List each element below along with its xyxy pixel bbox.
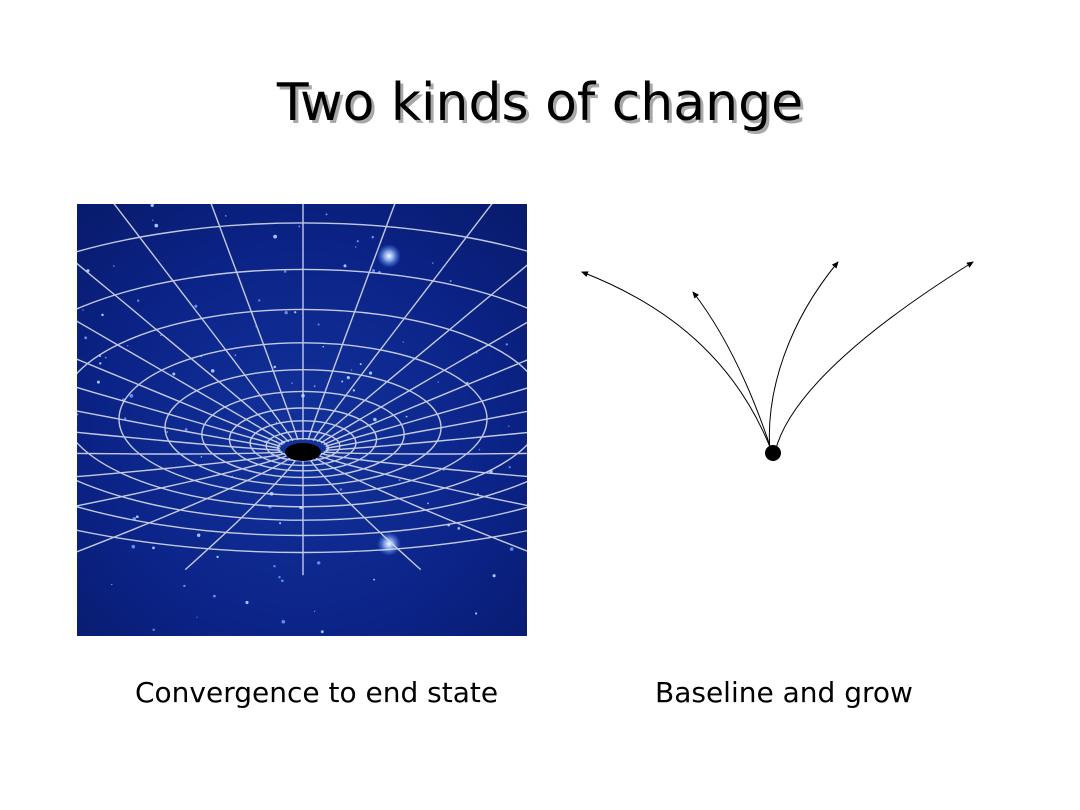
star [298, 226, 300, 228]
star [450, 280, 452, 282]
growth-arrow-3 [769, 262, 838, 452]
star [457, 527, 460, 530]
star [399, 479, 401, 481]
star [97, 381, 100, 384]
star [344, 264, 347, 267]
star [153, 629, 155, 631]
star [341, 381, 343, 383]
star [201, 456, 203, 458]
star [273, 235, 277, 239]
growth-arrow-4 [775, 262, 973, 452]
star [403, 342, 404, 343]
star [321, 630, 324, 633]
star [508, 426, 509, 427]
star [235, 355, 236, 356]
star [479, 449, 480, 450]
star [132, 545, 136, 549]
star [355, 246, 356, 247]
growth-illustration [560, 240, 1000, 480]
star [373, 418, 377, 422]
star [278, 576, 280, 578]
star [279, 522, 281, 524]
star [129, 394, 133, 398]
star [185, 428, 188, 431]
star [166, 431, 168, 433]
star [282, 620, 286, 624]
star [213, 595, 216, 598]
star [506, 343, 508, 345]
growth-arrow-1 [582, 272, 772, 452]
star [194, 305, 197, 308]
bright-star [377, 532, 401, 556]
star [322, 346, 324, 348]
star [245, 601, 248, 604]
star [154, 224, 158, 228]
star [373, 579, 375, 581]
star [281, 579, 284, 582]
convergence-illustration [77, 204, 527, 636]
star [258, 299, 260, 301]
star [136, 515, 139, 518]
black-hole [285, 443, 321, 461]
star [197, 533, 200, 536]
star [137, 300, 139, 302]
star [285, 311, 288, 314]
star [510, 547, 514, 551]
star [284, 270, 286, 272]
star [314, 611, 315, 612]
star [105, 357, 107, 359]
star [475, 612, 477, 614]
star [225, 215, 226, 216]
star [172, 373, 175, 376]
star [216, 556, 218, 558]
star [406, 416, 408, 418]
star [127, 345, 128, 346]
star [211, 369, 215, 373]
star [509, 466, 511, 468]
star [427, 503, 429, 505]
star [84, 336, 87, 339]
star [152, 219, 153, 220]
star [160, 335, 161, 336]
star [493, 574, 496, 577]
star [369, 372, 372, 375]
star [99, 362, 101, 364]
star [437, 381, 438, 382]
star [273, 565, 275, 567]
star [294, 311, 296, 313]
baseline-point [765, 445, 781, 461]
star [351, 369, 352, 370]
slide-title: Two kinds of change [276, 73, 804, 133]
bright-star [377, 244, 401, 268]
star [111, 584, 112, 585]
star [325, 213, 327, 215]
star [291, 382, 292, 383]
star [372, 236, 375, 239]
star [183, 585, 185, 587]
star [82, 309, 84, 311]
convergence-caption: Convergence to end state [135, 676, 499, 709]
star [372, 269, 375, 272]
star [432, 262, 434, 264]
star [152, 547, 155, 550]
star [318, 323, 320, 325]
baseline-caption: Baseline and grow [655, 676, 913, 709]
star [113, 265, 115, 267]
star [274, 366, 277, 369]
star [317, 561, 320, 564]
star [353, 389, 355, 391]
star [357, 240, 359, 242]
star [124, 417, 126, 419]
growth-arrow-2 [693, 292, 772, 452]
star [101, 314, 104, 317]
star [340, 488, 342, 490]
star [347, 376, 350, 379]
star [314, 385, 316, 387]
star [360, 363, 362, 365]
star [196, 617, 197, 618]
